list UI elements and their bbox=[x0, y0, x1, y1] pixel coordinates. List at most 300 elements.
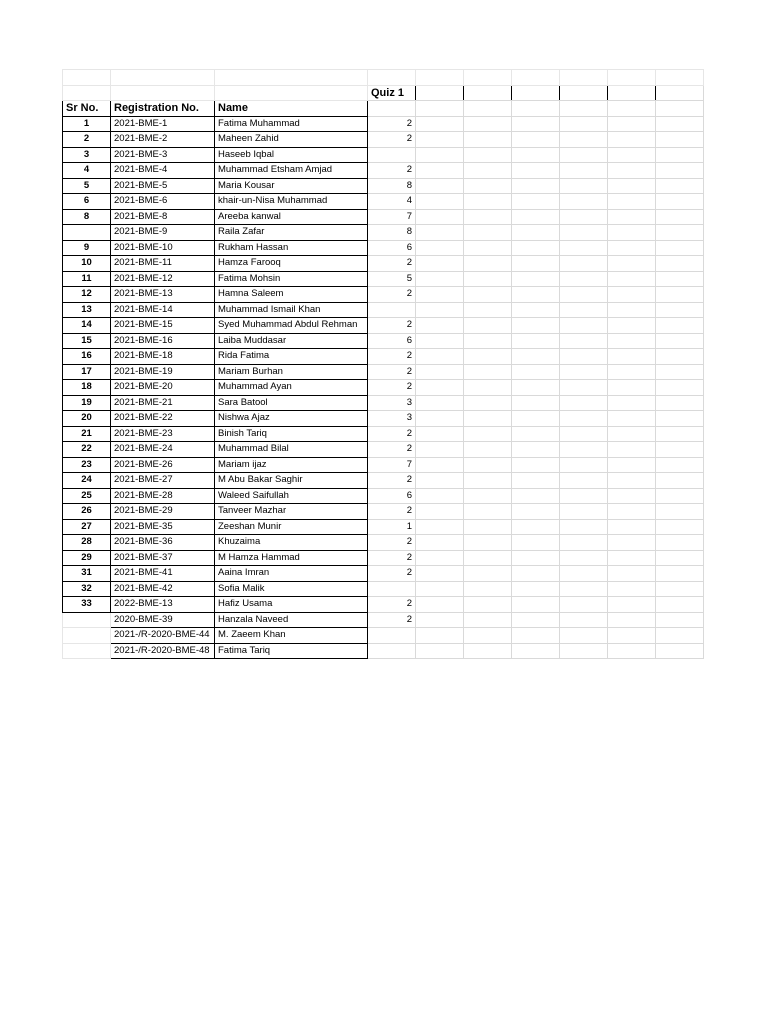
empty-cell[interactable] bbox=[560, 628, 608, 644]
empty-cell[interactable] bbox=[464, 628, 512, 644]
empty-cell[interactable] bbox=[464, 566, 512, 582]
empty-cell[interactable] bbox=[656, 488, 704, 504]
cell-registration-no[interactable]: 2021-BME-23 bbox=[111, 426, 215, 442]
cell-quiz-score[interactable]: 6 bbox=[368, 240, 416, 256]
cell-sr-no[interactable]: 18 bbox=[63, 380, 111, 396]
empty-cell[interactable] bbox=[416, 132, 464, 148]
empty-cell[interactable] bbox=[416, 597, 464, 613]
cell-quiz-score[interactable]: 2 bbox=[368, 318, 416, 334]
empty-cell[interactable] bbox=[464, 240, 512, 256]
empty-cell[interactable] bbox=[656, 225, 704, 241]
cell-name[interactable]: Binish Tariq bbox=[215, 426, 368, 442]
empty-cell[interactable] bbox=[464, 209, 512, 225]
empty-cell[interactable] bbox=[416, 256, 464, 272]
empty-cell[interactable] bbox=[416, 488, 464, 504]
cell-quiz-score[interactable]: 2 bbox=[368, 380, 416, 396]
empty-cell[interactable] bbox=[560, 411, 608, 427]
cell-quiz-score[interactable]: 2 bbox=[368, 442, 416, 458]
empty-cell[interactable] bbox=[656, 581, 704, 597]
cell-sr-no[interactable] bbox=[63, 612, 111, 628]
empty-cell[interactable] bbox=[656, 85, 704, 101]
cell-sr-no[interactable]: 27 bbox=[63, 519, 111, 535]
empty-cell[interactable] bbox=[416, 628, 464, 644]
empty-cell[interactable] bbox=[608, 85, 656, 101]
empty-cell[interactable] bbox=[416, 287, 464, 303]
cell-quiz-score[interactable]: 7 bbox=[368, 209, 416, 225]
cell-registration-no[interactable]: 2021-BME-3 bbox=[111, 147, 215, 163]
cell-registration-no[interactable]: 2021-BME-26 bbox=[111, 457, 215, 473]
cell-name[interactable]: Nishwa Ajaz bbox=[215, 411, 368, 427]
cell-sr-no[interactable]: 4 bbox=[63, 163, 111, 179]
cell-sr-no[interactable]: 21 bbox=[63, 426, 111, 442]
empty-cell[interactable] bbox=[608, 488, 656, 504]
empty-cell[interactable] bbox=[560, 364, 608, 380]
cell-name[interactable]: Muhammad Bilal bbox=[215, 442, 368, 458]
cell-sr-no[interactable]: 32 bbox=[63, 581, 111, 597]
cell-quiz-score[interactable]: 2 bbox=[368, 256, 416, 272]
cell-sr-no[interactable]: 12 bbox=[63, 287, 111, 303]
empty-cell[interactable] bbox=[416, 535, 464, 551]
empty-cell[interactable] bbox=[656, 597, 704, 613]
empty-cell[interactable] bbox=[416, 349, 464, 365]
empty-cell[interactable] bbox=[608, 302, 656, 318]
cell-quiz-score[interactable]: 6 bbox=[368, 333, 416, 349]
empty-cell[interactable] bbox=[656, 628, 704, 644]
cell-name[interactable]: Muhammad Etsham Amjad bbox=[215, 163, 368, 179]
empty-cell[interactable] bbox=[608, 597, 656, 613]
empty-cell[interactable] bbox=[512, 380, 560, 396]
cell-registration-no[interactable]: 2021-BME-35 bbox=[111, 519, 215, 535]
empty-cell[interactable] bbox=[656, 240, 704, 256]
cell-quiz-score[interactable]: 6 bbox=[368, 488, 416, 504]
cell-name[interactable]: Sara Batool bbox=[215, 395, 368, 411]
cell-quiz-score[interactable]: 2 bbox=[368, 426, 416, 442]
empty-cell[interactable] bbox=[656, 411, 704, 427]
empty-cell[interactable] bbox=[464, 612, 512, 628]
empty-cell[interactable] bbox=[560, 566, 608, 582]
empty-cell[interactable] bbox=[560, 380, 608, 396]
empty-cell[interactable] bbox=[464, 85, 512, 101]
empty-cell[interactable] bbox=[512, 550, 560, 566]
empty-cell[interactable] bbox=[656, 147, 704, 163]
cell-registration-no[interactable]: 2021-/R-2020-BME-48 bbox=[111, 643, 215, 659]
empty-cell[interactable] bbox=[608, 101, 656, 117]
cell-name[interactable]: Fatima Mohsin bbox=[215, 271, 368, 287]
empty-cell[interactable] bbox=[464, 333, 512, 349]
empty-cell[interactable] bbox=[464, 519, 512, 535]
empty-cell[interactable] bbox=[656, 318, 704, 334]
empty-cell[interactable] bbox=[608, 132, 656, 148]
cell-sr-no[interactable]: 23 bbox=[63, 457, 111, 473]
empty-cell[interactable] bbox=[464, 178, 512, 194]
empty-cell[interactable] bbox=[560, 597, 608, 613]
cell-name[interactable]: Maria Kousar bbox=[215, 178, 368, 194]
cell-quiz-score[interactable]: 2 bbox=[368, 287, 416, 303]
empty-cell[interactable] bbox=[464, 163, 512, 179]
cell-name[interactable]: Muhammad Ismail Khan bbox=[215, 302, 368, 318]
cell-quiz-score[interactable]: 2 bbox=[368, 612, 416, 628]
empty-cell[interactable] bbox=[416, 380, 464, 396]
empty-cell[interactable] bbox=[416, 271, 464, 287]
empty-cell[interactable] bbox=[608, 240, 656, 256]
cell-name[interactable]: Zeeshan Munir bbox=[215, 519, 368, 535]
empty-cell[interactable] bbox=[512, 581, 560, 597]
cell-quiz-score[interactable]: 7 bbox=[368, 457, 416, 473]
cell-registration-no[interactable]: 2021-BME-15 bbox=[111, 318, 215, 334]
empty-cell[interactable] bbox=[512, 101, 560, 117]
empty-cell[interactable] bbox=[608, 581, 656, 597]
cell-sr-no[interactable]: 33 bbox=[63, 597, 111, 613]
empty-cell[interactable] bbox=[416, 442, 464, 458]
cell-name[interactable]: Hamza Farooq bbox=[215, 256, 368, 272]
empty-cell[interactable] bbox=[416, 426, 464, 442]
header-sr-no[interactable]: Sr No. bbox=[63, 101, 111, 117]
cell-name[interactable]: Waleed Saifullah bbox=[215, 488, 368, 504]
empty-cell[interactable] bbox=[416, 194, 464, 210]
cell-sr-no[interactable]: 3 bbox=[63, 147, 111, 163]
cell-quiz-score[interactable]: 2 bbox=[368, 566, 416, 582]
cell-quiz-score[interactable]: 3 bbox=[368, 395, 416, 411]
cell-quiz-score[interactable]: 4 bbox=[368, 194, 416, 210]
empty-cell[interactable] bbox=[512, 209, 560, 225]
empty-cell[interactable] bbox=[656, 395, 704, 411]
cell-sr-no[interactable]: 15 bbox=[63, 333, 111, 349]
empty-cell[interactable] bbox=[560, 504, 608, 520]
empty-cell[interactable] bbox=[656, 504, 704, 520]
empty-cell[interactable] bbox=[560, 194, 608, 210]
cell-registration-no[interactable]: 2021-BME-22 bbox=[111, 411, 215, 427]
empty-cell[interactable] bbox=[512, 612, 560, 628]
empty-cell[interactable] bbox=[512, 85, 560, 101]
empty-cell[interactable] bbox=[464, 287, 512, 303]
empty-cell[interactable] bbox=[608, 550, 656, 566]
empty-cell[interactable] bbox=[512, 426, 560, 442]
empty-cell[interactable] bbox=[464, 380, 512, 396]
empty-cell[interactable] bbox=[656, 271, 704, 287]
empty-cell[interactable] bbox=[656, 333, 704, 349]
empty-cell[interactable] bbox=[368, 101, 416, 117]
empty-cell[interactable] bbox=[416, 612, 464, 628]
cell-sr-no[interactable]: 9 bbox=[63, 240, 111, 256]
header-name[interactable]: Name bbox=[215, 101, 368, 117]
cell-registration-no[interactable]: 2021-BME-41 bbox=[111, 566, 215, 582]
cell-sr-no[interactable] bbox=[63, 628, 111, 644]
empty-cell[interactable] bbox=[656, 426, 704, 442]
empty-cell[interactable] bbox=[656, 101, 704, 117]
empty-cell[interactable] bbox=[512, 643, 560, 659]
empty-cell[interactable] bbox=[656, 116, 704, 132]
cell-quiz-score[interactable]: 8 bbox=[368, 225, 416, 241]
cell-registration-no[interactable]: 2021-BME-14 bbox=[111, 302, 215, 318]
empty-cell[interactable] bbox=[416, 643, 464, 659]
cell-registration-no[interactable]: 2021-BME-16 bbox=[111, 333, 215, 349]
empty-cell[interactable] bbox=[464, 116, 512, 132]
empty-cell[interactable] bbox=[560, 395, 608, 411]
empty-cell[interactable] bbox=[560, 209, 608, 225]
empty-cell[interactable] bbox=[464, 147, 512, 163]
cell-sr-no[interactable]: 24 bbox=[63, 473, 111, 489]
empty-cell[interactable] bbox=[512, 256, 560, 272]
empty-cell[interactable] bbox=[464, 504, 512, 520]
cell-sr-no[interactable]: 31 bbox=[63, 566, 111, 582]
cell-sr-no[interactable] bbox=[63, 643, 111, 659]
empty-cell[interactable] bbox=[416, 457, 464, 473]
cell-sr-no[interactable]: 16 bbox=[63, 349, 111, 365]
empty-cell[interactable] bbox=[464, 535, 512, 551]
cell-registration-no[interactable]: 2021-BME-20 bbox=[111, 380, 215, 396]
cell-name[interactable]: Tanveer Mazhar bbox=[215, 504, 368, 520]
empty-cell[interactable] bbox=[656, 194, 704, 210]
empty-cell[interactable] bbox=[512, 364, 560, 380]
empty-cell[interactable] bbox=[512, 333, 560, 349]
empty-cell[interactable] bbox=[512, 535, 560, 551]
cell-registration-no[interactable]: 2021-BME-29 bbox=[111, 504, 215, 520]
empty-cell[interactable] bbox=[512, 178, 560, 194]
empty-cell[interactable] bbox=[656, 442, 704, 458]
empty-cell[interactable] bbox=[464, 426, 512, 442]
empty-cell[interactable] bbox=[512, 457, 560, 473]
empty-cell[interactable] bbox=[464, 194, 512, 210]
empty-cell[interactable] bbox=[512, 442, 560, 458]
empty-cell[interactable] bbox=[560, 147, 608, 163]
empty-cell[interactable] bbox=[656, 380, 704, 396]
cell-sr-no[interactable]: 11 bbox=[63, 271, 111, 287]
cell-registration-no[interactable]: 2022-BME-13 bbox=[111, 597, 215, 613]
header-registration-no[interactable]: Registration No. bbox=[111, 101, 215, 117]
cell-name[interactable]: Aaina Imran bbox=[215, 566, 368, 582]
cell-name[interactable]: Hanzala Naveed bbox=[215, 612, 368, 628]
cell-registration-no[interactable]: 2020-BME-39 bbox=[111, 612, 215, 628]
empty-cell[interactable] bbox=[416, 225, 464, 241]
empty-cell[interactable] bbox=[656, 302, 704, 318]
empty-cell[interactable] bbox=[608, 194, 656, 210]
empty-cell[interactable] bbox=[608, 116, 656, 132]
empty-cell[interactable] bbox=[512, 147, 560, 163]
cell-quiz-score[interactable] bbox=[368, 643, 416, 659]
cell-name[interactable]: Sofia Malik bbox=[215, 581, 368, 597]
cell-quiz-score[interactable]: 2 bbox=[368, 597, 416, 613]
empty-cell[interactable] bbox=[464, 302, 512, 318]
empty-cell[interactable] bbox=[608, 225, 656, 241]
empty-cell[interactable] bbox=[560, 426, 608, 442]
empty-cell[interactable] bbox=[416, 101, 464, 117]
empty-cell[interactable] bbox=[512, 287, 560, 303]
cell-registration-no[interactable]: 2021-BME-21 bbox=[111, 395, 215, 411]
empty-cell[interactable] bbox=[416, 550, 464, 566]
empty-cell[interactable] bbox=[416, 178, 464, 194]
cell-quiz-score[interactable]: 2 bbox=[368, 132, 416, 148]
empty-cell[interactable] bbox=[560, 333, 608, 349]
empty-cell[interactable] bbox=[656, 256, 704, 272]
cell-name[interactable]: Hafiz Usama bbox=[215, 597, 368, 613]
empty-cell[interactable] bbox=[608, 178, 656, 194]
empty-cell[interactable] bbox=[464, 488, 512, 504]
cell-quiz-score[interactable]: 2 bbox=[368, 116, 416, 132]
empty-cell[interactable] bbox=[512, 504, 560, 520]
empty-cell[interactable] bbox=[656, 566, 704, 582]
empty-cell[interactable] bbox=[608, 628, 656, 644]
cell-quiz-score[interactable]: 5 bbox=[368, 271, 416, 287]
empty-cell[interactable] bbox=[416, 147, 464, 163]
empty-cell[interactable] bbox=[656, 550, 704, 566]
cell-name[interactable]: Raila Zafar bbox=[215, 225, 368, 241]
empty-cell[interactable] bbox=[464, 349, 512, 365]
cell-registration-no[interactable]: 2021-BME-5 bbox=[111, 178, 215, 194]
empty-cell[interactable] bbox=[464, 271, 512, 287]
empty-cell[interactable] bbox=[560, 643, 608, 659]
empty-cell[interactable] bbox=[560, 550, 608, 566]
cell-name[interactable]: Mariam Burhan bbox=[215, 364, 368, 380]
empty-cell[interactable] bbox=[608, 395, 656, 411]
empty-cell[interactable] bbox=[656, 457, 704, 473]
empty-cell[interactable] bbox=[560, 178, 608, 194]
empty-cell[interactable] bbox=[416, 163, 464, 179]
cell-registration-no[interactable]: 2021-BME-13 bbox=[111, 287, 215, 303]
empty-cell[interactable] bbox=[560, 85, 608, 101]
empty-cell[interactable] bbox=[656, 643, 704, 659]
empty-cell[interactable] bbox=[656, 209, 704, 225]
empty-cell[interactable] bbox=[464, 457, 512, 473]
empty-cell[interactable] bbox=[656, 132, 704, 148]
cell-registration-no[interactable]: 2021-BME-11 bbox=[111, 256, 215, 272]
empty-cell[interactable] bbox=[560, 163, 608, 179]
cell-registration-no[interactable]: 2021-/R-2020-BME-44 bbox=[111, 628, 215, 644]
empty-cell[interactable] bbox=[416, 504, 464, 520]
cell-sr-no[interactable]: 25 bbox=[63, 488, 111, 504]
empty-cell[interactable] bbox=[464, 597, 512, 613]
cell-quiz-score[interactable]: 1 bbox=[368, 519, 416, 535]
cell-quiz-score[interactable]: 2 bbox=[368, 364, 416, 380]
empty-cell[interactable] bbox=[512, 240, 560, 256]
empty-cell[interactable] bbox=[512, 473, 560, 489]
cell-sr-no[interactable]: 29 bbox=[63, 550, 111, 566]
empty-cell[interactable] bbox=[608, 535, 656, 551]
empty-cell[interactable] bbox=[560, 519, 608, 535]
empty-cell[interactable] bbox=[560, 302, 608, 318]
empty-cell[interactable] bbox=[608, 442, 656, 458]
cell-sr-no[interactable]: 6 bbox=[63, 194, 111, 210]
cell-name[interactable]: M Abu Bakar Saghir bbox=[215, 473, 368, 489]
empty-cell[interactable] bbox=[464, 101, 512, 117]
empty-cell[interactable] bbox=[512, 566, 560, 582]
cell-registration-no[interactable]: 2021-BME-27 bbox=[111, 473, 215, 489]
empty-cell[interactable] bbox=[464, 318, 512, 334]
cell-registration-no[interactable]: 2021-BME-42 bbox=[111, 581, 215, 597]
empty-cell[interactable] bbox=[512, 271, 560, 287]
cell-registration-no[interactable]: 2021-BME-4 bbox=[111, 163, 215, 179]
cell-registration-no[interactable]: 2021-BME-28 bbox=[111, 488, 215, 504]
empty-cell[interactable] bbox=[608, 504, 656, 520]
cell-registration-no[interactable]: 2021-BME-6 bbox=[111, 194, 215, 210]
empty-cell[interactable] bbox=[656, 349, 704, 365]
cell-name[interactable]: Haseeb Iqbal bbox=[215, 147, 368, 163]
empty-cell[interactable] bbox=[416, 473, 464, 489]
empty-cell[interactable] bbox=[608, 380, 656, 396]
cell-quiz-score[interactable]: 2 bbox=[368, 535, 416, 551]
cell-name[interactable]: Fatima Tariq bbox=[215, 643, 368, 659]
cell-registration-no[interactable]: 2021-BME-36 bbox=[111, 535, 215, 551]
empty-cell[interactable] bbox=[608, 287, 656, 303]
empty-cell[interactable] bbox=[512, 116, 560, 132]
empty-cell[interactable] bbox=[560, 457, 608, 473]
cell-sr-no[interactable] bbox=[63, 225, 111, 241]
empty-cell[interactable] bbox=[560, 442, 608, 458]
empty-cell[interactable] bbox=[560, 535, 608, 551]
empty-cell[interactable] bbox=[416, 85, 464, 101]
empty-cell[interactable] bbox=[560, 240, 608, 256]
cell-name[interactable]: M Hamza Hammad bbox=[215, 550, 368, 566]
empty-cell[interactable] bbox=[656, 519, 704, 535]
cell-quiz-score[interactable]: 2 bbox=[368, 504, 416, 520]
cell-registration-no[interactable]: 2021-BME-10 bbox=[111, 240, 215, 256]
cell-registration-no[interactable]: 2021-BME-24 bbox=[111, 442, 215, 458]
empty-cell[interactable] bbox=[608, 163, 656, 179]
empty-cell[interactable] bbox=[416, 519, 464, 535]
cell-name[interactable]: Fatima Muhammad bbox=[215, 116, 368, 132]
cell-quiz-score[interactable]: 2 bbox=[368, 163, 416, 179]
empty-cell[interactable] bbox=[560, 132, 608, 148]
cell-quiz-score[interactable] bbox=[368, 147, 416, 163]
empty-cell[interactable] bbox=[416, 411, 464, 427]
cell-quiz-score[interactable] bbox=[368, 628, 416, 644]
empty-cell[interactable] bbox=[560, 256, 608, 272]
empty-cell[interactable] bbox=[512, 163, 560, 179]
empty-cell[interactable] bbox=[464, 395, 512, 411]
cell-name[interactable]: Rukham Hassan bbox=[215, 240, 368, 256]
empty-cell[interactable] bbox=[608, 519, 656, 535]
cell-registration-no[interactable]: 2021-BME-37 bbox=[111, 550, 215, 566]
empty-cell[interactable] bbox=[464, 256, 512, 272]
cell-quiz-score[interactable]: 2 bbox=[368, 473, 416, 489]
empty-cell[interactable] bbox=[416, 240, 464, 256]
empty-cell[interactable] bbox=[512, 395, 560, 411]
cell-sr-no[interactable]: 13 bbox=[63, 302, 111, 318]
empty-cell[interactable] bbox=[464, 132, 512, 148]
empty-cell[interactable] bbox=[608, 457, 656, 473]
cell-sr-no[interactable]: 28 bbox=[63, 535, 111, 551]
empty-cell[interactable] bbox=[512, 132, 560, 148]
cell-sr-no[interactable]: 1 bbox=[63, 116, 111, 132]
empty-cell[interactable] bbox=[560, 318, 608, 334]
cell-registration-no[interactable]: 2021-BME-19 bbox=[111, 364, 215, 380]
empty-cell[interactable] bbox=[416, 566, 464, 582]
empty-cell[interactable] bbox=[512, 194, 560, 210]
empty-cell[interactable] bbox=[416, 364, 464, 380]
empty-cell[interactable] bbox=[608, 643, 656, 659]
empty-cell[interactable] bbox=[608, 566, 656, 582]
cell-sr-no[interactable]: 20 bbox=[63, 411, 111, 427]
cell-sr-no[interactable]: 10 bbox=[63, 256, 111, 272]
cell-name[interactable]: Mariam ijaz bbox=[215, 457, 368, 473]
empty-cell[interactable] bbox=[512, 488, 560, 504]
quiz-header[interactable]: Quiz 1 bbox=[368, 85, 416, 101]
empty-cell[interactable] bbox=[512, 411, 560, 427]
empty-cell[interactable] bbox=[560, 349, 608, 365]
cell-registration-no[interactable]: 2021-BME-1 bbox=[111, 116, 215, 132]
empty-cell[interactable] bbox=[608, 147, 656, 163]
empty-cell[interactable] bbox=[608, 349, 656, 365]
empty-cell[interactable] bbox=[512, 628, 560, 644]
empty-cell[interactable] bbox=[608, 318, 656, 334]
cell-name[interactable]: Maheen Zahid bbox=[215, 132, 368, 148]
empty-cell[interactable] bbox=[464, 442, 512, 458]
empty-cell[interactable] bbox=[464, 581, 512, 597]
cell-name[interactable]: khair-un-Nisa Muhammad bbox=[215, 194, 368, 210]
empty-cell[interactable] bbox=[608, 473, 656, 489]
empty-cell[interactable] bbox=[608, 612, 656, 628]
cell-name[interactable]: Laiba Muddasar bbox=[215, 333, 368, 349]
empty-cell[interactable] bbox=[608, 271, 656, 287]
